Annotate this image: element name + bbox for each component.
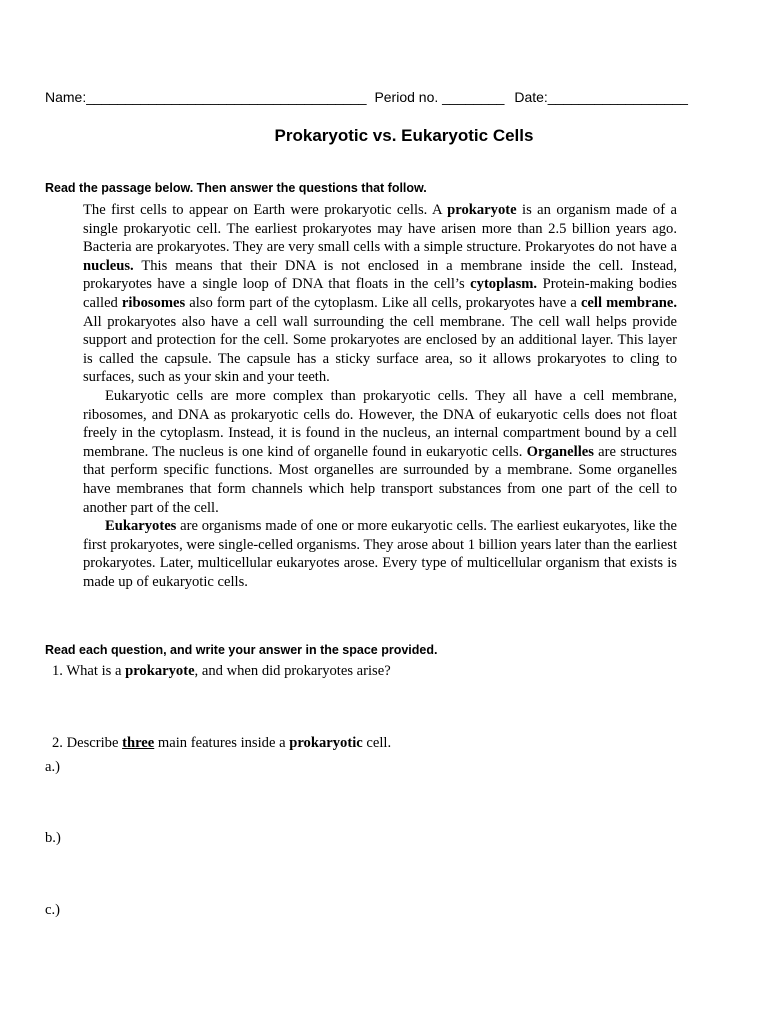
- question-text: 1. What is a: [52, 663, 126, 679]
- reading-passage: [83, 201, 677, 591]
- passage-paragraph-prokaryotes: [83, 201, 677, 387]
- answer-c-label: c.): [45, 902, 60, 918]
- term-ribosomes: ribosomes: [121, 294, 186, 311]
- date-field[interactable]: Date:__________________: [514, 89, 688, 105]
- name-field[interactable]: Name:____________________________________: [45, 89, 367, 105]
- term-nucleus: nucleus.: [83, 257, 134, 274]
- question-emphasis: three: [122, 735, 155, 751]
- question-text: 2. Describe: [52, 735, 123, 751]
- term-cell-membrane: cell membrane.: [580, 294, 677, 311]
- answer-instructions: Read each question, and write your answer in the space provided.: [45, 643, 438, 657]
- passage-text: Eukaryotic cells are more complex than prokaryotic cells. They all have a cell membrane, ribosomes, and DNA as prokaryotic cells do. However, the DNA of eukaryotic cells does not float freely in the cytoplasm. Instead, it is found in the nucleus, an internal compartment bound by a cell membrane. The nucleus is one kind of organelle found in eukaryotic cells.: [83, 387, 677, 460]
- term-eukaryotes: Eukaryotes: [105, 518, 177, 535]
- page-title: Prokaryotic vs. Eukaryotic Cells: [274, 126, 534, 145]
- question-term: prokaryotic: [289, 735, 363, 751]
- answer-a-label: a.): [45, 759, 60, 775]
- question-text: cell.: [362, 735, 392, 751]
- answer-b-label: b.): [45, 830, 61, 846]
- passage-text: Protein-making bodies called: [83, 276, 677, 311]
- passage-text: is an organism made of a single prokaryotic cell. The earliest prokaryotes may have arisen more than 2.5 billion years ago. Bacteria are prokaryotes. They are very small cells with a simple structure. Prokaryotes do not have a: [83, 202, 677, 256]
- term-cytoplasm: cytoplasm.: [470, 276, 538, 293]
- reading-instructions: Read the passage below. Then answer the questions that follow.: [45, 181, 427, 195]
- question-2: [52, 735, 391, 752]
- passage-text: are organisms made of one or more eukaryotic cells. The earliest eukaryotes, like the first prokaryotes, were single-celled organisms. They arose about 1 billion years later than the earliest prokaryotes. Later, multicellular eukaryotes arose. Every type of multicellular organism that exists is made up of eukaryotic cells.: [83, 518, 677, 590]
- question-1: [52, 663, 391, 680]
- term-prokaryote: prokaryote: [447, 202, 517, 218]
- passage-text: All prokaryotes also have a cell wall surrounding the cell membrane. The cell wall helps provide support and protection for the cell. Some prokaryotes are enclosed by an additional layer. This layer is called the capsule. The capsule has a sticky surface area, so it allows prokaryotes to cling to surfaces, such as your skin and your teeth.: [83, 313, 677, 386]
- passage-text: also form part of the cytoplasm. Like all cells, prokaryotes have a: [185, 294, 581, 311]
- student-info-line: [45, 89, 688, 105]
- passage-paragraph-eukaryotic-cells: [83, 387, 677, 517]
- question-text: , and when did prokaryotes arise?: [194, 663, 391, 679]
- passage-text: This means that their DNA is not enclosed in a membrane inside the cell. Instead, prokaryotes have a single loop of DNA that floats in the cell’s: [83, 257, 677, 293]
- passage-text: The first cells to appear on Earth were prokaryotic cells. A: [83, 202, 448, 218]
- period-field[interactable]: Period no. ________: [374, 89, 505, 105]
- question-text: main features inside a: [154, 735, 290, 751]
- term-organelles: Organelles: [526, 443, 594, 460]
- passage-paragraph-eukaryotes: [83, 517, 677, 591]
- passage-text: are structures that perform specific functions. Most organelles are surrounded by a membrane. Some organelles have membranes that form channels which help transport substances from one part of the cell to another part of the cell.: [83, 443, 677, 516]
- question-term: prokaryote: [125, 663, 195, 679]
